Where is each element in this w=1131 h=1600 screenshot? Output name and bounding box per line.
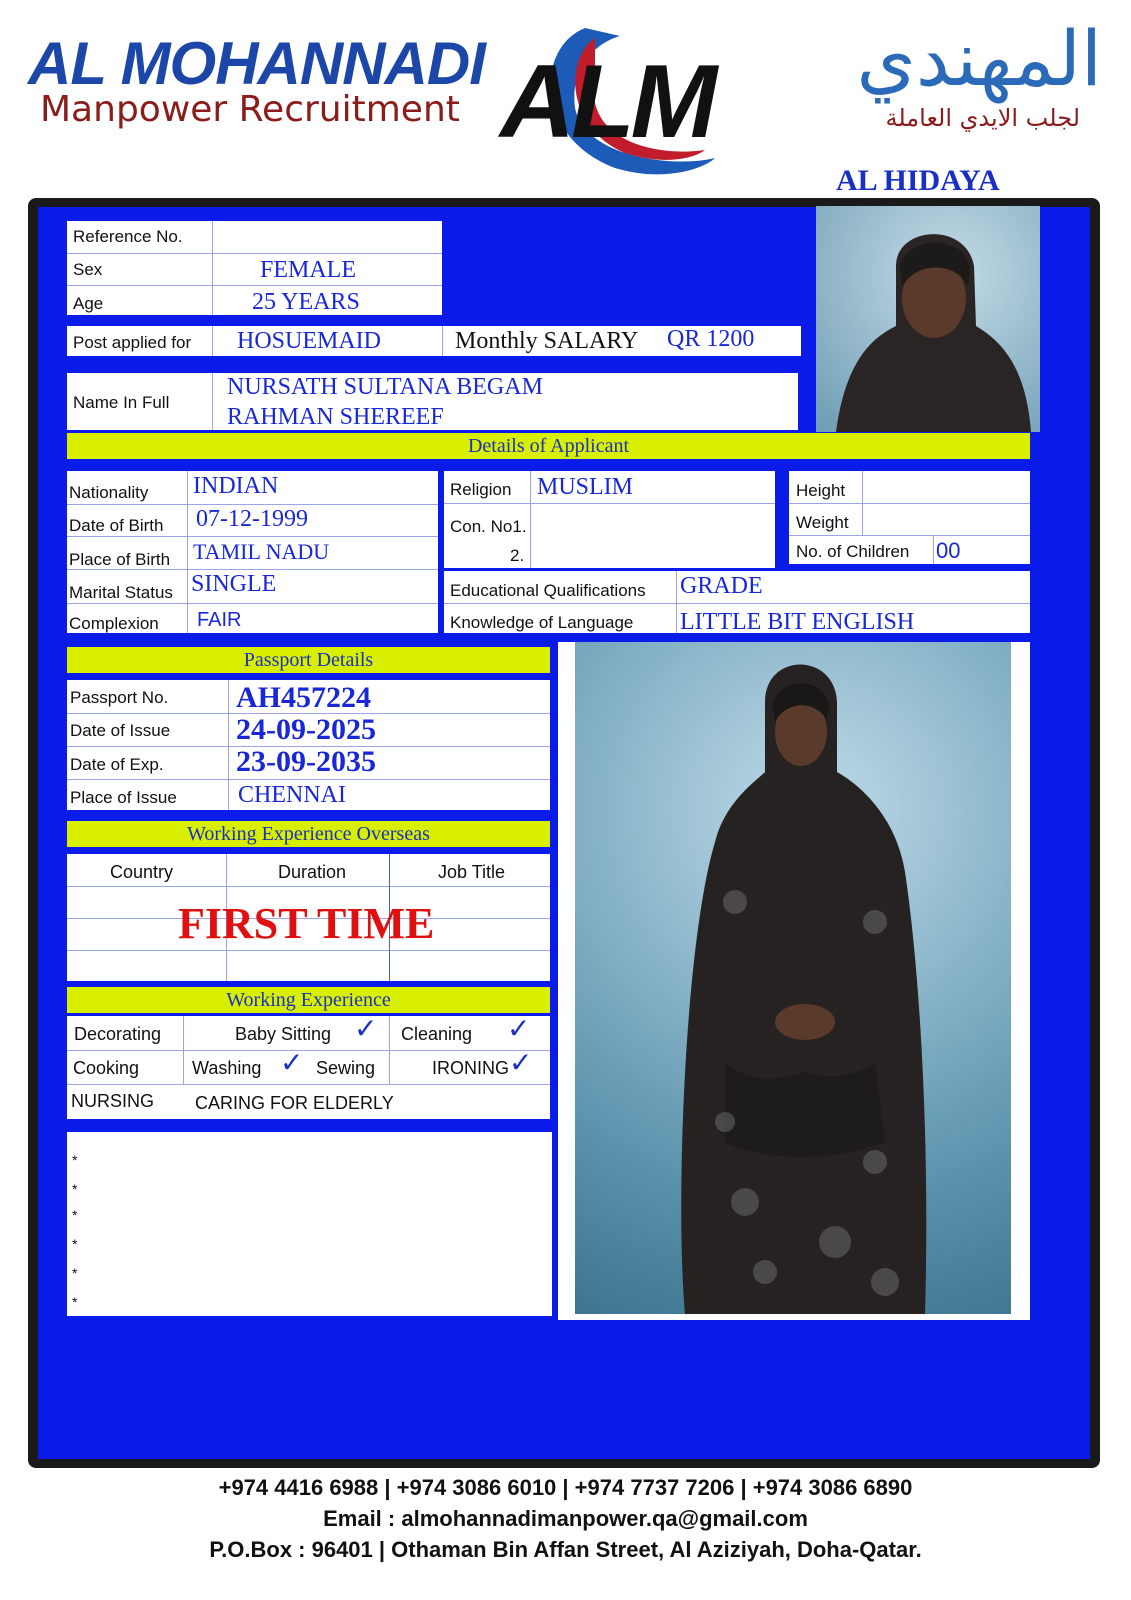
ironing-check-icon: ✓ bbox=[509, 1046, 533, 1079]
skill-washing: Washing bbox=[192, 1058, 262, 1078]
name-line2: RAHMAN SHEREEF bbox=[227, 404, 444, 430]
logo-alm: ALM bbox=[500, 44, 714, 160]
education-value: GRADE bbox=[680, 573, 763, 599]
weight-label: Weight bbox=[796, 513, 849, 532]
col-country: Country bbox=[110, 862, 174, 882]
skill-baby-sitting: Baby Sitting bbox=[235, 1024, 332, 1044]
nationality-label: Nationality bbox=[69, 483, 149, 502]
skill-decorating: Decorating bbox=[74, 1024, 162, 1044]
col-duration: Duration bbox=[278, 862, 347, 882]
footer-address: P.O.Box : 96401 | Othaman Bin Affan Street, Al Aziziyah, Doha-Qatar. bbox=[209, 1537, 922, 1562]
skill-caring-elderly: CARING FOR ELDERLY bbox=[195, 1093, 394, 1113]
name-label: Name In Full bbox=[73, 393, 170, 412]
agent-name: AL HIDAYA bbox=[836, 164, 1000, 197]
issue-place-label: Place of Issue bbox=[70, 788, 177, 807]
pob-label: Place of Birth bbox=[69, 550, 171, 569]
brand-tagline: Manpower Recruitment bbox=[40, 89, 460, 130]
pob-value: TAMIL NADU bbox=[193, 539, 330, 564]
cleaning-check-icon: ✓ bbox=[507, 1012, 531, 1045]
exp-date-label: Date of Exp. bbox=[70, 755, 164, 774]
complexion-label: Complexion bbox=[69, 614, 159, 633]
complexion-value: FAIR bbox=[197, 609, 242, 631]
reference-label: Reference No. bbox=[73, 227, 183, 246]
skill-cleaning: Cleaning bbox=[401, 1024, 473, 1044]
passport-no-value: AH457224 bbox=[236, 681, 371, 714]
note-bullet: * bbox=[72, 1152, 78, 1168]
age-label: Age bbox=[73, 294, 104, 313]
issue-place-value: CHENNAI bbox=[238, 782, 346, 808]
sex-value: FEMALE bbox=[260, 257, 356, 283]
marital-value: SINGLE bbox=[191, 571, 277, 597]
passport-no-label: Passport No. bbox=[70, 688, 169, 707]
note-bullet: * bbox=[72, 1207, 78, 1223]
footer-phones: +974 4416 6988 | +974 3086 6010 | +974 7737 7206 | +974 3086 6890 bbox=[218, 1475, 913, 1500]
salary-value: QR 1200 bbox=[667, 326, 755, 352]
first-time-note: FIRST TIME bbox=[178, 899, 435, 948]
brand-name-english: AL MOHANNADI bbox=[28, 30, 485, 97]
baby-sitting-check-icon: ✓ bbox=[354, 1012, 378, 1045]
religion-label: Religion bbox=[450, 480, 512, 499]
salary-label: Monthly SALARY bbox=[455, 328, 639, 354]
note-bullet: * bbox=[72, 1265, 78, 1281]
brand-name-arabic: المهندي bbox=[856, 14, 1102, 103]
portrait-photo bbox=[816, 206, 1040, 432]
post-value: HOSUEMAID bbox=[237, 328, 381, 354]
post-label: Post applied for bbox=[73, 333, 192, 352]
passport-section-title: Passport Details bbox=[67, 647, 550, 673]
brand-tagline-arabic: لجلب الايدي العاملة bbox=[885, 104, 1080, 132]
marital-label: Marital Status bbox=[69, 583, 173, 602]
skill-cooking: Cooking bbox=[73, 1058, 140, 1078]
skill-sewing: Sewing bbox=[316, 1058, 376, 1078]
education-label: Educational Qualifications bbox=[450, 581, 646, 600]
note-bullet: * bbox=[72, 1294, 78, 1310]
col-job-title: Job Title bbox=[438, 862, 506, 882]
experience-section-title: Working Experience bbox=[67, 987, 550, 1013]
skill-nursing: NURSING bbox=[71, 1091, 155, 1111]
height-label: Height bbox=[796, 481, 846, 500]
sex-label: Sex bbox=[73, 260, 103, 279]
name-line1: NURSATH SULTANA BEGAM bbox=[227, 374, 543, 400]
full-body-photo bbox=[575, 642, 1011, 1314]
con1-label: Con. No1. bbox=[450, 517, 527, 536]
children-value: 00 bbox=[936, 538, 961, 563]
applicant-section-title: Details of Applicant bbox=[67, 433, 1030, 459]
overseas-section-title: Working Experience Overseas bbox=[67, 821, 550, 847]
issue-date-label: Date of Issue bbox=[70, 721, 171, 740]
note-bullet: * bbox=[72, 1236, 78, 1252]
notes-box bbox=[67, 1132, 552, 1316]
footer-email: Email : almohannadimanpower.qa@gmail.com bbox=[323, 1506, 808, 1531]
con2-label: 2. bbox=[510, 546, 525, 565]
dob-value: 07-12-1999 bbox=[196, 506, 308, 532]
language-value: LITTLE BIT ENGLISH bbox=[680, 609, 915, 635]
exp-date-value: 23-09-2035 bbox=[236, 745, 376, 778]
dob-label: Date of Birth bbox=[69, 516, 164, 535]
issue-date-value: 24-09-2025 bbox=[236, 713, 376, 746]
skill-ironing: IRONING bbox=[432, 1058, 510, 1078]
children-label: No. of Children bbox=[796, 542, 910, 561]
age-value: 25 YEARS bbox=[252, 289, 360, 315]
religion-value: MUSLIM bbox=[537, 474, 634, 500]
note-bullet: * bbox=[72, 1181, 78, 1197]
nationality-value: INDIAN bbox=[193, 473, 279, 499]
washing-check-icon: ✓ bbox=[280, 1046, 304, 1079]
language-label: Knowledge of Language bbox=[450, 613, 634, 632]
